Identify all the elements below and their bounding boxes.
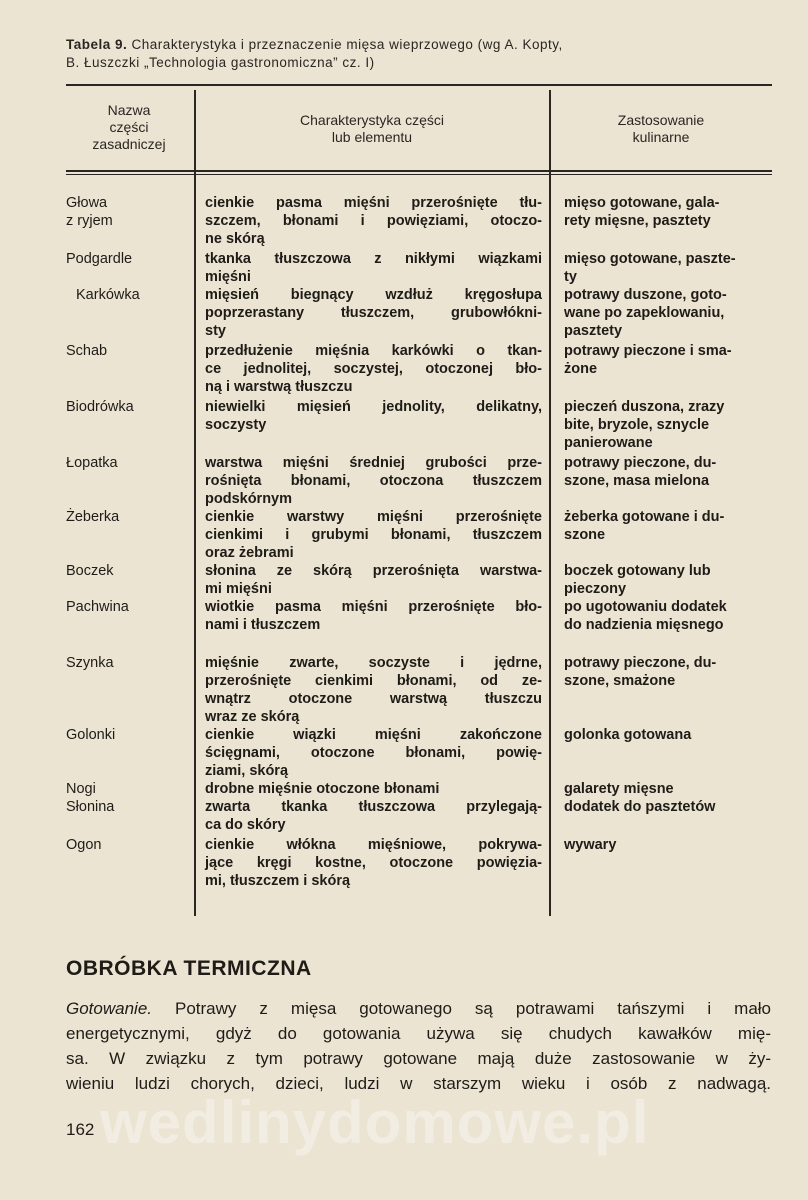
body-line: sa. W związku z tym potrawy gotowane mają duże zastosowanie w ży- (66, 1049, 771, 1068)
table-cell-usage (564, 598, 764, 634)
body-line: wieniu ludzi chorych, dzieci, ludzi w starszym wieku i osób z nadwagą. (66, 1074, 771, 1093)
table-cell-line: ce jednolitej, soczystej, otoczonej bło- (205, 361, 542, 377)
section-title: OBRÓBKA TERMICZNA (66, 957, 312, 980)
table-cell-line: Żeberka (66, 509, 120, 525)
table-cell-line: pieczeń duszona, zrazy (564, 399, 725, 415)
table-cell-characteristics (205, 398, 542, 434)
table-cell-line: bite, bryzole, sznycle (564, 417, 710, 433)
table-cell-line: podskórnym (205, 491, 293, 507)
table-cell-line: potrawy pieczone i sma- (564, 343, 732, 359)
header-line: kulinarne (632, 129, 690, 145)
header-line: Zastosowanie (617, 112, 705, 128)
table-cell-line: oraz żebrami (205, 545, 294, 561)
table-cell-line: słonina ze skórą przerośnięta warstwa- (205, 563, 542, 579)
table-cell-characteristics (205, 780, 542, 798)
table-caption-text-2: B. Łuszczki „Technologia gastronomiczna” cz. I) (66, 55, 375, 70)
body-lead: Gotowanie. (66, 999, 152, 1018)
table-cell-line: przerośnięte cienkimi błonami, od ze- (205, 673, 542, 689)
header-line: zasadniczej (92, 136, 166, 152)
table-cell-line: soczysty (205, 417, 267, 433)
table-cell-characteristics (205, 194, 542, 248)
table-cell-line: pieczony (564, 581, 627, 597)
table-cell-line: mi mięśni (205, 581, 272, 597)
table-cell-line: wiotkie pasma mięśni przerośnięte bło- (205, 599, 542, 615)
table-cell-line: jące kręgi kostne, otoczone powięzia- (205, 855, 542, 871)
table-cell-line: mięśni (205, 269, 251, 285)
table-cell-name (66, 508, 190, 526)
table-cell-line: przedłużenie mięśnia karkówki o tkan- (205, 343, 542, 359)
header-line: części (109, 119, 149, 135)
table-cell-characteristics (205, 598, 542, 634)
table-cell-name (66, 398, 190, 416)
body-line-text: Potrawy z mięsa gotowanego są potrawami tańszymi i mało (152, 999, 771, 1018)
table-cell-line: niewielki mięsień jednolity, delikatny, (205, 399, 542, 415)
table-cell-line: Szynka (66, 655, 114, 671)
table-col-divider-1 (194, 90, 196, 916)
table-cell-line: mięśnie zwarte, soczyste i jędrne, (205, 655, 542, 671)
table-caption-label: Tabela 9. (66, 37, 128, 52)
table-cell-usage (564, 836, 764, 854)
table-cell-line: Schab (66, 343, 108, 359)
table-cell-line: ty (564, 269, 577, 285)
table-cell-line: Nogi (66, 781, 96, 797)
table-cell-usage (564, 454, 764, 490)
table-cell-line: ne skórą (205, 231, 265, 247)
table-cell-line: cienkie włókna mięśniowe, pokrywa- (205, 837, 542, 853)
table-cell-line: mi, tłuszczem i skórą (205, 873, 351, 889)
table-cell-line: rośnięta błonami, otoczona tłuszczem (205, 473, 542, 489)
table-cell-line: Głowa (66, 195, 108, 211)
table-cell-line: cienkie pasma mięśni przerośnięte tłu- (205, 195, 542, 211)
table-cell-line: szone, masa mielona (564, 473, 710, 489)
table-top-rule (66, 84, 772, 86)
table-cell-line: ną i warstwą tłuszczu (205, 379, 353, 395)
table-cell-line: mięso gotowane, gala- (564, 195, 720, 211)
table-col-divider-2 (549, 90, 551, 916)
table-cell-line: szone, smażone (564, 673, 676, 689)
table-cell-line: Karkówka (76, 287, 140, 303)
table-cell-line: cienkie warstwy mięśni przerośnięte (205, 509, 542, 525)
table-cell-line: boczek gotowany lub (564, 563, 711, 579)
table-cell-line: cienkie wiązki mięśni zakończone (205, 727, 542, 743)
body-line (66, 996, 771, 1021)
table-cell-line: nami i tłuszczem (205, 617, 321, 633)
table-cell-line: potrawy pieczone, du- (564, 655, 717, 671)
table-cell-characteristics (205, 654, 542, 726)
table-cell-usage (564, 194, 764, 230)
table-cell-usage (564, 780, 764, 798)
table-cell-characteristics (205, 286, 542, 340)
header-line: Nazwa (107, 102, 151, 118)
table-caption (66, 36, 772, 72)
table-cell-line: potrawy duszone, goto- (564, 287, 727, 303)
table-cell-name (66, 454, 190, 472)
table-cell-name (66, 780, 190, 798)
table-cell-usage (564, 250, 764, 286)
table-cell-name (66, 286, 190, 304)
header-line: Charakterystyka części (300, 112, 444, 128)
table-cell-name (66, 598, 190, 616)
table-cell-line: potrawy pieczone, du- (564, 455, 717, 471)
table-cell-name (66, 562, 190, 580)
table-cell-line: wnątrz otoczone warstwą tłuszczu (205, 691, 542, 707)
table-header-characteristics (196, 112, 548, 146)
table-cell-line: rety mięsne, pasztety (564, 213, 711, 229)
table-cell-line: z ryjem (66, 213, 113, 229)
table-header-usage (551, 112, 771, 146)
table-cell-usage (564, 562, 764, 598)
table-cell-usage (564, 286, 764, 340)
table-cell-name (66, 342, 190, 360)
table-cell-name (66, 250, 190, 268)
table-cell-line: warstwa mięśni średniej grubości prze- (205, 455, 542, 471)
table-cell-line: zwarta tkanka tłuszczowa przylegają- (205, 799, 542, 815)
table-cell-characteristics (205, 562, 542, 598)
table-cell-line: szczem, błonami i powięziami, otoczo- (205, 213, 542, 229)
table-cell-line: żone (564, 361, 598, 377)
table-cell-line: cienkimi i grubymi błonami, tłuszczem (205, 527, 542, 543)
table-cell-line: do nadzienia mięsnego (564, 617, 724, 633)
table-cell-line: ca do skóry (205, 817, 286, 833)
table-cell-characteristics (205, 454, 542, 508)
table-cell-characteristics (205, 342, 542, 396)
table-cell-line: wraz ze skórą (205, 709, 300, 725)
table-cell-usage (564, 342, 764, 378)
table-cell-line: szone (564, 527, 606, 543)
table-cell-line: po ugotowaniu dodatek (564, 599, 727, 615)
table-cell-characteristics (205, 726, 542, 780)
table-cell-name (66, 726, 190, 744)
table-cell-line: drobne mięśnie otoczone błonami (205, 781, 440, 797)
table-cell-line: tkanka tłuszczowa z nikłymi wiązkami (205, 251, 542, 267)
table-cell-line: ścięgnami, otoczone błonami, powię- (205, 745, 542, 761)
table-cell-line: Biodrówka (66, 399, 134, 415)
table-cell-line: poprzerastany tłuszczem, grubowłókni- (205, 305, 542, 321)
table-cell-line: Podgardle (66, 251, 133, 267)
table-cell-line: mięso gotowane, paszte- (564, 251, 736, 267)
table-header-rule (66, 170, 772, 172)
body-line: energetycznymi, gdyż do gotowania używa się chudych kawałków mię- (66, 1024, 771, 1043)
table-header-rule-2 (66, 174, 772, 175)
table-header-name (66, 102, 192, 153)
table-cell-name (66, 798, 190, 816)
page-number: 162 (66, 1120, 95, 1139)
table-cell-line: Ogon (66, 837, 102, 853)
table-cell-line: golonka gotowana (564, 727, 692, 743)
table-cell-line: galarety mięsne (564, 781, 674, 797)
table-cell-line: ziami, skórą (205, 763, 289, 779)
table-cell-line: Słonina (66, 799, 115, 815)
table-cell-line: Boczek (66, 563, 114, 579)
table-cell-line: mięsień biegnący wzdłuż kręgosłupa (205, 287, 542, 303)
table-cell-line: wane po zapeklowaniu, (564, 305, 725, 321)
table-cell-name (66, 836, 190, 854)
table-cell-line: dodatek do pasztetów (564, 799, 716, 815)
table-cell-characteristics (205, 250, 542, 286)
table-cell-line: Pachwina (66, 599, 129, 615)
table-cell-characteristics (205, 836, 542, 890)
table-cell-characteristics (205, 798, 542, 834)
table-cell-name (66, 654, 190, 672)
table-cell-line: pasztety (564, 323, 623, 339)
table-cell-usage (564, 398, 764, 452)
watermark: wedlinydomowe.pl (100, 1089, 650, 1156)
table-cell-line: sty (205, 323, 226, 339)
table-cell-line: Łopatka (66, 455, 118, 471)
table-caption-text: Charakterystyka i przeznaczenie mięsa wieprzowego (wg A. Kopty, (131, 37, 563, 52)
table-cell-line: żeberka gotowane i du- (564, 509, 725, 525)
table-cell-name (66, 194, 190, 230)
table-cell-usage (564, 798, 764, 816)
table-cell-characteristics (205, 508, 542, 562)
table-cell-usage (564, 654, 764, 690)
table-cell-usage (564, 726, 764, 744)
body-paragraph (66, 996, 771, 1096)
header-line: lub elementu (331, 129, 413, 145)
table-cell-usage (564, 508, 764, 544)
table-cell-line: Golonki (66, 727, 116, 743)
table-cell-line: wywary (564, 837, 617, 853)
table-cell-line: panierowane (564, 435, 653, 451)
